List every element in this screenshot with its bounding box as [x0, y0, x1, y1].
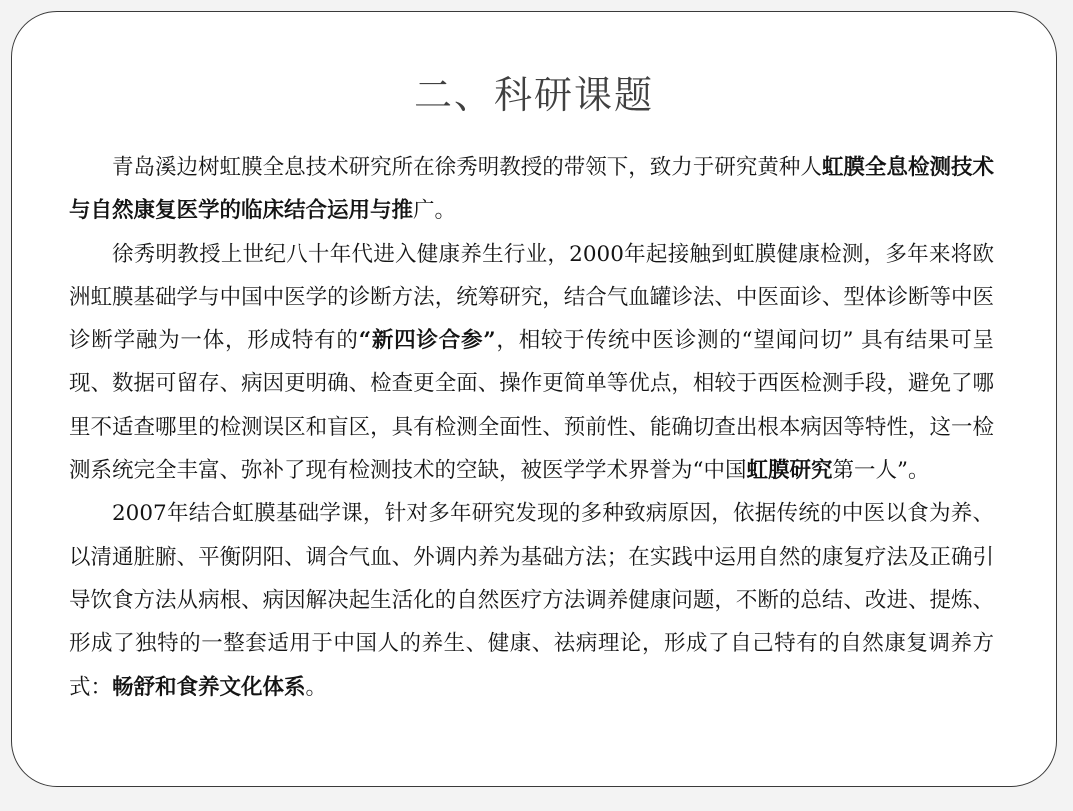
paragraph-3-segment-3: 。: [305, 674, 328, 700]
paragraph-2: [69, 233, 994, 493]
paragraph-1-segment-2-bold: 虹膜全息检测技术与自然康复医学的临床结合运用与推: [69, 155, 994, 224]
body-text: [69, 146, 994, 709]
paragraph-3-segment-2-bold: 畅舒和食养文化体系: [112, 674, 306, 700]
paragraph-2-segment-5: 第一人”。: [832, 458, 930, 484]
paragraph-2-segment-1: 徐秀明教授上世纪八十年代进入健康养生行业，2000年起接触到虹膜健康检测，多年来将欧洲虹膜基础学与中国中医学的诊断方法，统筹研究，结合气血罐诊法、中医面诊、型体诊断等中医诊断学融为一体，形成特有的: [69, 241, 994, 354]
paragraph-2-segment-2-bold: “新四诊合参”: [358, 328, 496, 354]
slide-page: [11, 11, 1057, 787]
paragraph-3: [69, 492, 994, 708]
paragraph-1-segment-1: 青岛溪边树虹膜全息技术研究所在徐秀明教授的带领下，致力于研究黄种人: [112, 155, 822, 180]
paragraph-1-segment-3: 广。: [413, 198, 457, 224]
paragraph-3-segment-1: 2007年结合虹膜基础学课，针对多年研究发现的多种致病原因，依据传统的中医以食为养、以清通脏腑、平衡阴阳、调合气血、外调内养为基础方法；在实践中运用自然的康复疗法及正确引导饮食方法从病根、病因解决起生活化的自然医疗方法调养健康问题，不断的总结、改进、提炼、形成了独特的一整套适用于中国人的养生、健康、祛病理论，形成了自己特有的自然康复调养方式：: [69, 501, 994, 700]
page-title: 二、科研课题: [413, 73, 654, 117]
paragraph-2-segment-4-bold: 虹膜研究: [746, 458, 833, 484]
paragraph-1: [69, 146, 994, 233]
paragraph-2-segment-3: ，相较于传统中医诊测的“望闻问切” 具有结果可呈现、数据可留存、病因更明确、检查更全面、操作更简单等优点，相较于西医检测手段，避免了哪里不适查哪里的检测误区和盲区，具有检测全面性、预前性、能确切查出根本病因等特性，这一检测系统完全丰富、弥补了现有检测技术的空缺，被医学学术界誉为“中国: [69, 328, 994, 484]
